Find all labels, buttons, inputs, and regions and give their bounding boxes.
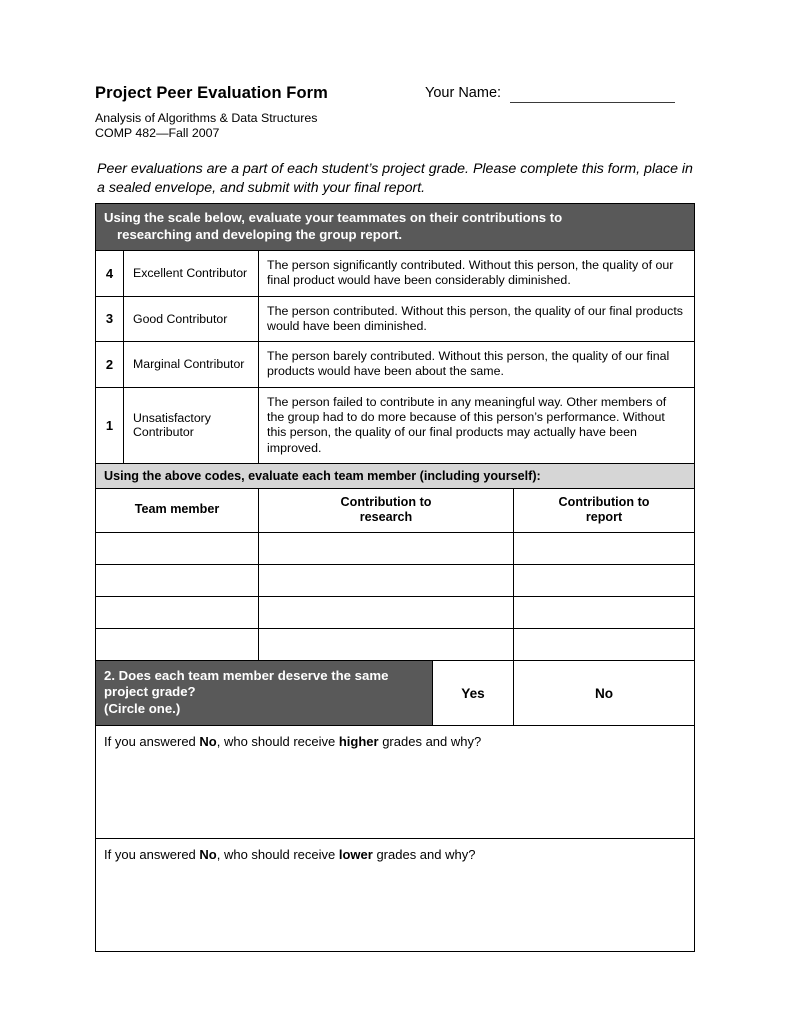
scale-row-1 bbox=[96, 387, 695, 463]
your-name-label: Your Name: bbox=[425, 85, 502, 101]
column-header-team-member-line1: Team member bbox=[134, 502, 220, 517]
scale-score-3: 3 bbox=[96, 296, 124, 342]
followup-lower-bold-lower: lower bbox=[338, 847, 373, 863]
scale-score-4: 4 bbox=[96, 251, 124, 297]
question1-line2: researching and developing the group report. bbox=[117, 226, 403, 242]
scale-row-3 bbox=[96, 296, 695, 342]
column-header-report-line2: report bbox=[585, 509, 623, 524]
followup-lower-mid: , who should receive bbox=[216, 847, 339, 863]
question1-header-row bbox=[96, 204, 695, 251]
evaluation-instruction: Using the above codes, evaluate each team member (including yourself): bbox=[96, 463, 695, 488]
table-row bbox=[96, 596, 695, 628]
report-score-cell[interactable] bbox=[514, 564, 695, 596]
followup-higher-mid: , who should receive bbox=[216, 734, 339, 750]
research-score-cell[interactable] bbox=[259, 564, 514, 596]
scale-description-3: The person contributed. Without this person, the quality of our final products would have been diminished. bbox=[259, 296, 695, 342]
member-name-cell[interactable] bbox=[96, 628, 259, 660]
course-info bbox=[95, 111, 695, 140]
followup-higher-row bbox=[96, 726, 695, 839]
scale-label-2: Marginal Contributor bbox=[124, 342, 259, 388]
member-name-cell[interactable] bbox=[96, 564, 259, 596]
question1-header bbox=[96, 204, 695, 251]
table-row bbox=[96, 532, 695, 564]
question2-line1: 2. Does each team member deserve the same project grade? bbox=[104, 667, 389, 700]
research-score-cell[interactable] bbox=[259, 628, 514, 660]
followup-higher-bold-higher: higher bbox=[338, 734, 379, 750]
evaluation-column-header-row bbox=[96, 488, 695, 532]
report-score-cell[interactable] bbox=[514, 596, 695, 628]
table-row bbox=[96, 628, 695, 660]
scale-description-4: The person significantly contributed. Without this person, the quality of our final product would have been considerably diminished. bbox=[259, 251, 695, 297]
research-score-cell[interactable] bbox=[259, 596, 514, 628]
page-title: Project Peer Evaluation Form bbox=[95, 84, 328, 102]
scale-score-1: 1 bbox=[96, 387, 124, 463]
answer-no-option[interactable]: No bbox=[514, 660, 695, 726]
followup-lower-cell[interactable] bbox=[96, 839, 695, 952]
followup-lower-suffix: grades and why? bbox=[372, 847, 476, 863]
scale-score-2: 2 bbox=[96, 342, 124, 388]
peer-evaluation-table bbox=[95, 203, 695, 952]
scale-label-4: Excellent Contributor bbox=[124, 251, 259, 297]
followup-higher-prefix: If you answered bbox=[104, 734, 200, 750]
document-header bbox=[95, 84, 695, 140]
course-title: Analysis of Algorithms & Data Structures bbox=[95, 111, 318, 125]
followup-higher-cell[interactable] bbox=[96, 726, 695, 839]
scale-label-1: Unsatisfactory Contributor bbox=[124, 387, 259, 463]
followup-lower-prefix: If you answered bbox=[104, 847, 200, 863]
followup-higher-suffix: grades and why? bbox=[378, 734, 482, 750]
column-header-contribution-report bbox=[514, 488, 695, 532]
followup-higher-bold-no: No bbox=[199, 734, 217, 750]
research-score-cell[interactable] bbox=[259, 532, 514, 564]
column-header-report-line1: Contribution to bbox=[558, 494, 650, 509]
course-code: COMP 482—Fall 2007 bbox=[95, 125, 220, 140]
column-header-research-line2: research bbox=[359, 509, 413, 524]
column-header-research-line1: Contribution to bbox=[340, 494, 432, 509]
evaluation-instruction-row bbox=[96, 463, 695, 488]
answer-yes-option[interactable]: Yes bbox=[433, 660, 514, 726]
scale-row-4 bbox=[96, 251, 695, 297]
followup-lower-row bbox=[96, 839, 695, 952]
column-header-team-member bbox=[96, 488, 259, 532]
question2-row bbox=[96, 660, 695, 726]
report-score-cell[interactable] bbox=[514, 532, 695, 564]
question2-line2: (Circle one.) bbox=[104, 700, 181, 716]
question2-prompt bbox=[96, 660, 433, 726]
title-row bbox=[95, 84, 695, 106]
scale-label-3: Good Contributor bbox=[124, 296, 259, 342]
scale-description-2: The person barely contributed. Without this person, the quality of our final products would have been about the same. bbox=[259, 342, 695, 388]
column-header-contribution-research bbox=[259, 488, 514, 532]
report-score-cell[interactable] bbox=[514, 628, 695, 660]
scale-description-1: The person failed to contribute in any meaningful way. Other members of the group had to do more because of this person’s performance. Without this person, the quality of our final products may actually have been improved. bbox=[259, 387, 695, 463]
scale-row-2 bbox=[96, 342, 695, 388]
question1-line1: Using the scale below, evaluate your teammates on their contributions to bbox=[104, 210, 563, 225]
followup-lower-bold-no: No bbox=[199, 847, 217, 863]
member-name-cell[interactable] bbox=[96, 532, 259, 564]
intro-paragraph: Peer evaluations are a part of each student’s project grade. Please complete this form, place in a sealed envelope, and submit with your final report. bbox=[97, 161, 693, 196]
your-name-write-in-line[interactable] bbox=[510, 102, 675, 103]
member-name-cell[interactable] bbox=[96, 596, 259, 628]
table-row bbox=[96, 564, 695, 596]
